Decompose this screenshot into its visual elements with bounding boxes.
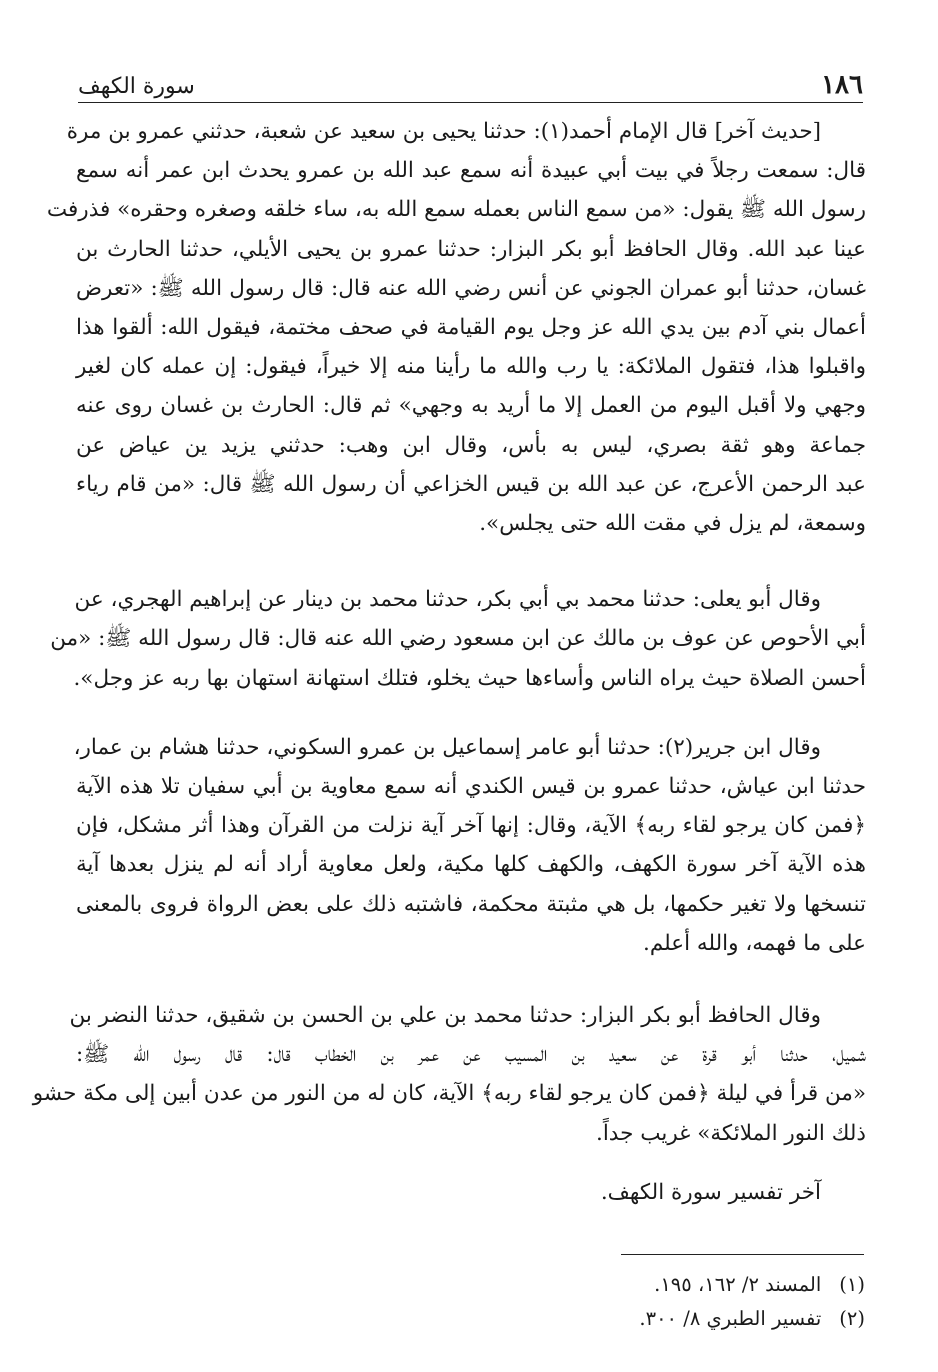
text-line: تنسخها ولا تغير حكمها، بل هي مثبتة محكمة، فاشتبه ذلك على بعض الرواة فروى بالمعنى [76, 891, 866, 917]
text-line: حدثنا ابن عياش، حدثنا عمرو بن قيس الكندي أنه سمع معاوية بن أبي سفيان تلا هذه الآية [76, 774, 866, 800]
footnotes [560, 1268, 865, 1336]
text-line: وقال أبو يعلى: حدثنا محمد بي أبي بكر، حدثنا محمد بن دينار عن إبراهيم الهجري، عن [74, 587, 821, 613]
paragraph-closing [76, 1173, 866, 1212]
text-line: رسول الله ﷺ يقول: «من سمع الناس بعمله سمع الله به، ساء خلقه وصغره وحقره» فذرفت [46, 197, 866, 223]
page-number: ١٨٦ [821, 70, 863, 100]
closing-line: آخر تفسير سورة الكهف. [600, 1179, 821, 1205]
text-line: وسمعة، لم يزل في مقت الله حتى يجلس». [479, 511, 866, 537]
text-line: غسان، حدثنا أبو عمران الجوني عن أنس رضي الله عنه قال: قال رسول الله ﷺ: «تعرض [76, 275, 866, 301]
text-line: قال: سمعت رجلاً في بيت أبي عبيدة أنه سمع عبد الله بن عمرو يحدث ابن عمر أنه سمع [76, 158, 866, 184]
paragraph-ibn-jarir [73, 728, 866, 963]
text-line: ذلك النور الملائكة» غريب جداً. [596, 1120, 866, 1146]
text-line: وقال ابن جرير(٢): حدثنا أبو عامر إسماعيل بن عمرو السكوني، حدثنا هشام بن عمار، [73, 734, 821, 760]
text-line: واقبلوا هذا، فتقول الملائكة: يا رب والله ما رأينا منه إلا خيراً، فيقول: إن عمله كان لغير [76, 354, 866, 380]
text-line: وجهي ولا أقبل اليوم من العمل إلا ما أريد به وجهي» ثم قال: الحارث بن غسان روى عنه [76, 393, 866, 419]
footnote-number: (١) [839, 1273, 865, 1296]
text-line: عينا عبد الله. وقال الحافظ أبو بكر البزار: حدثنا عمرو بن يحيى الأيلي، حدثنا الحارث بن [76, 236, 866, 262]
text-line: وقال الحافظ أبو بكر البزار: حدثنا محمد بن علي بن الحسن بن شقيق، حدثنا النضر بن [69, 1003, 821, 1029]
paragraph-hadith-ahmad [46, 112, 866, 543]
text-line: أبي الأحوص عن عوف بن مالك عن ابن مسعود رضي الله عنه قال: قال رسول الله ﷺ: «من [50, 626, 866, 652]
text-line: [حديث آخر] قال الإمام أحمد(١): حدثنا يحيى بن سعيد عن شعبة، حدثني عمرو بن مرة [66, 119, 821, 144]
running-title: سورة الكهف [78, 74, 195, 99]
text-line: أعمال بني آدم بين يدي الله عز وجل يوم القيامة في صحف مختمة، فيقول الله: ألقوا هذا [76, 315, 866, 341]
page-body [32, 112, 866, 1212]
footnote-text: تفسير الطبري ٨/ ٣٠٠. [639, 1307, 822, 1330]
footnote-text: المسند ٢/ ١٦٢، ١٩٥. [654, 1273, 822, 1296]
text-line: عبد الرحمن الأعرج، عن عبد الله بن قيس الخزاعي أن رسول الله ﷺ قال: «من قام رياء [76, 471, 866, 497]
text-line: ﴿فمن كان يرجو لقاء ربه﴾ الآية، وقال: إنها آخر آية نزلت من القرآن وهذا أثر مشكل، فإن [76, 813, 866, 839]
text-line: جماعة وهو ثقة بصري، ليس به بأس، وقال ابن وهب: حدثني يزيد ين عياض عن [76, 432, 866, 458]
paragraph-bazzar [32, 996, 866, 1153]
text-line: على ما فهمه، والله أعلم. [643, 930, 866, 956]
text-line: «من قرأ في ليلة ﴿فمن كان يرجو لقاء ربه﴾ الآية، كان له من النور من عدن أبين إلى مكة حشو [32, 1081, 866, 1107]
text-line: أحسن الصلاة حيث يراه الناس وأساءها حيث يخلو، فتلك استهانة استهان بها ربه عز وجل». [73, 665, 866, 691]
footnote-divider [621, 1254, 864, 1255]
footnote-item [560, 1268, 865, 1302]
text-line: هذه الآية آخر سورة الكهف، والكهف كلها مكية، ولعل معاوية أراد أنه لم ينزل بعدها آية [76, 852, 866, 878]
text-line: شميل، حدثنا أبو قرة عن سعيد بن المسيب عن عمر بن الخطاب قال: قال رسول الله ﷺ: [76, 1042, 866, 1068]
paragraph-abu-yala [50, 580, 866, 698]
footnote-item [560, 1302, 865, 1336]
page-header [78, 70, 863, 103]
footnote-number: (٢) [839, 1307, 865, 1330]
